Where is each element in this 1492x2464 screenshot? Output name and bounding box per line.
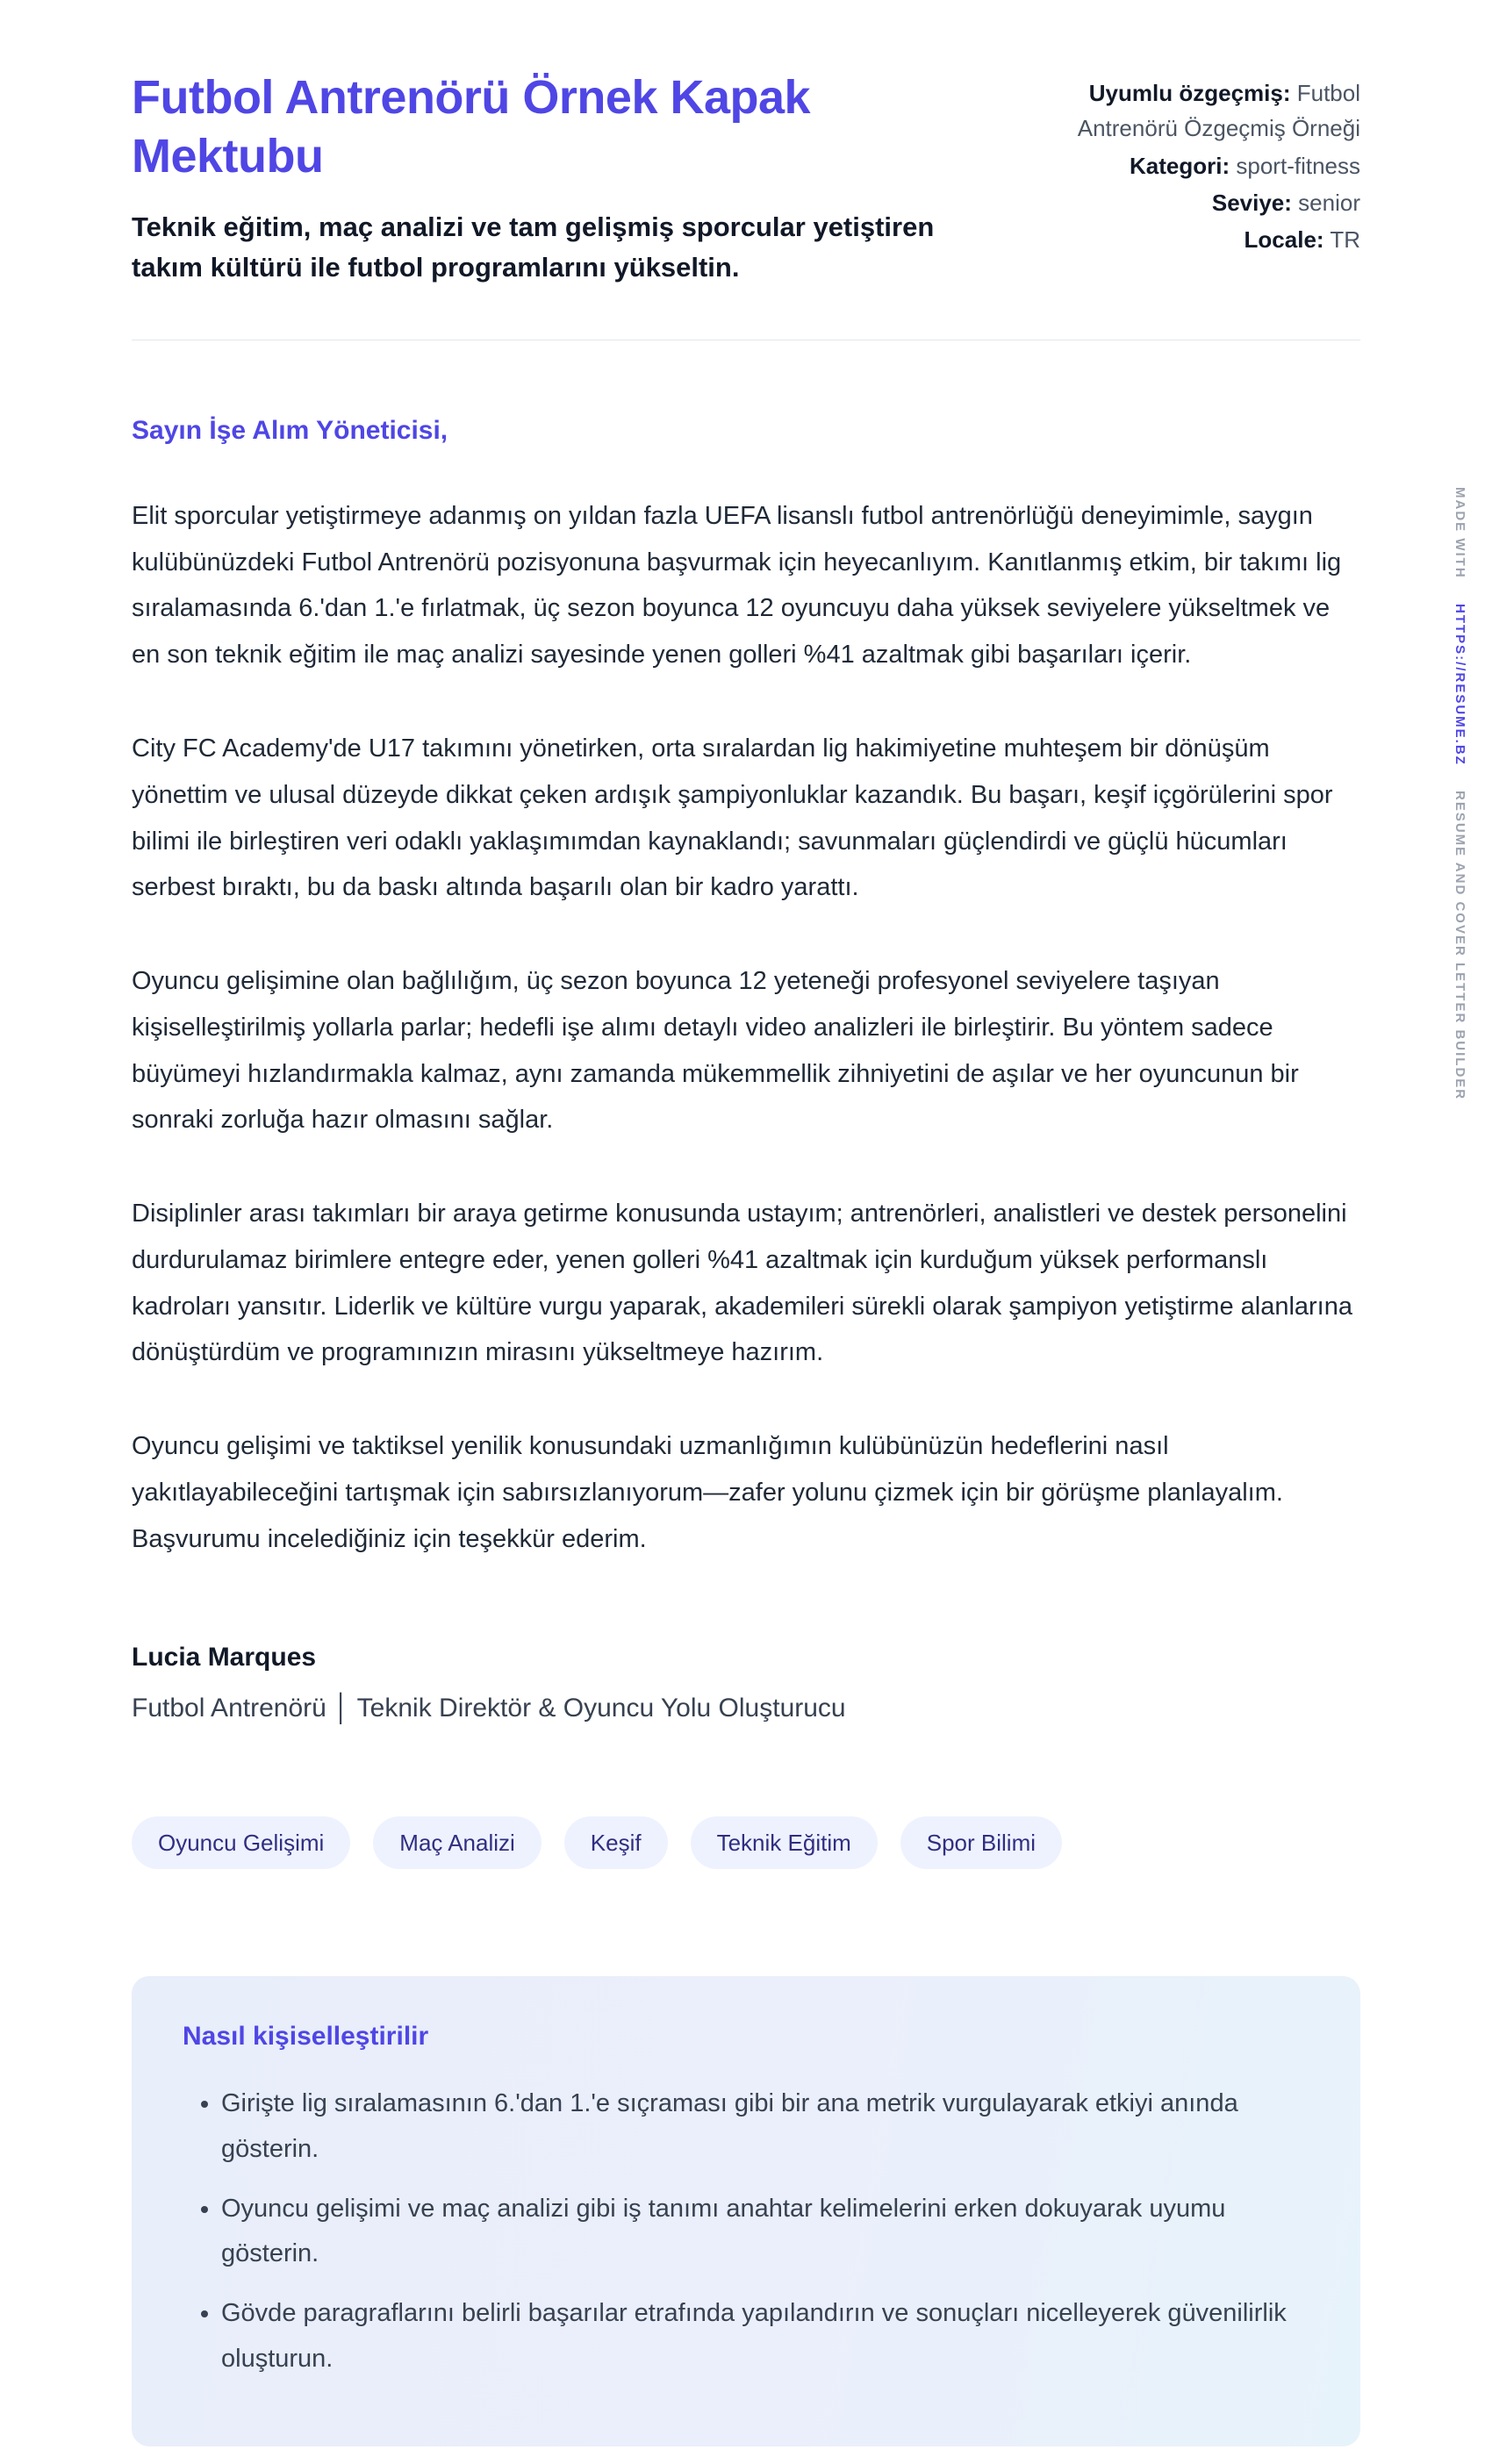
- meta-level: [1058, 185, 1360, 220]
- page-subtitle: Teknik eğitim, maç analizi ve tam gelişmiş sporcular yetiştiren takım kültürü ile futbol programlarını yükseltin.: [132, 211, 935, 283]
- meta-label: Seviye:: [1211, 189, 1292, 216]
- tag-player-development: Oyuncu Gelişimi: [132, 1816, 350, 1869]
- meta-label: Locale:: [1244, 226, 1324, 254]
- meta-value: Futbol Antrenörü Özgeçmiş Örneği: [1077, 80, 1360, 142]
- watermark-prefix: MADE WITH: [1453, 487, 1467, 579]
- cover-letter-body: [132, 416, 1360, 1724]
- tag-technical-training: Teknik Eğitim: [691, 1816, 878, 1869]
- meta-value: senior: [1298, 189, 1360, 216]
- signature-role: Futbol Antrenörü │ Teknik Direktör & Oyuncu Yolu Oluşturucu: [132, 1694, 846, 1723]
- letter-paragraph: Oyuncu gelişimi ve taktiksel yenilik konusundaki uzmanlığımın kulübünüzün hedeflerini nasıl yakıtlayabileceğini tartışmak için sabırsızlanıyorum—zafer yolunu çizmek için bir görüşme planlayalım. Başvurumu incelediğiniz için teşekkür ederim.: [132, 1432, 1283, 1553]
- page-container: [132, 0, 1360, 2446]
- tip-item: • Girişte lig sıralamasının 6.'dan 1.'e sıçraması gibi bir ana metrik vurgulayarak etkiyi anında gösterin.: [221, 2081, 1309, 2172]
- meta-locale: [1058, 222, 1360, 257]
- letter-paragraph: Disiplinler arası takımları bir araya getirme konusunda ustayım; antrenörleri, analistleri ve destek personelini durdurulamaz birimlere entegre eder, yenen golleri %41 azaltmak için kurduğum yüksek performanslı kadroları yansıtır. Liderlik ve kültüre vurgu yaparak, akademileri sürekli olarak şampiyon yetiştirme alanlarına dönüştürdüm ve programınızın mirasını yükseltmeye hazırım.: [132, 1200, 1352, 1367]
- meta-value: sport-fitness: [1236, 152, 1360, 179]
- letter-paragraph: City FC Academy'de U17 takımını yönetirken, orta sıralardan lig hakimiyetine muhteşem bir dönüşüm yönettim ve ulusal düzeyde dikkat çeken ardışık şampiyonluklar kazandık. Bu başarı, keşif içgörülerini spor bilimi ile birleştiren veri odaklı yaklaşımımdan kaynaklandı; savunmaları güçlendirdi ve güçlü hücumları serbest bıraktı, bu da baskı altında başarılı olan bir kadro yarattı.: [132, 734, 1333, 902]
- letter-paragraph: Elit sporcular yetiştirmeye adanmış on yıldan fazla UEFA lisanslı futbol antrenörlüğü deneyimimle, saygın kulübünüzdeki Futbol Antrenörü pozisyonuna başvurmak için heyecanlıyım. Kanıtlanmış etkim, bir takımı lig sıralamasında 6.'dan 1.'e fırlatmak, üç sezon boyunca 12 oyuncuyu daha yüksek seviyelere yükseltmek ve en son teknik eğitim ile maç analizi sayesinde yenen golleri %41 azaltmak gibi başarıları içerir.: [132, 501, 1342, 670]
- meta-value: TR: [1330, 226, 1360, 254]
- tip-item: • Gövde paragraflarını belirli başarılar etrafında yapılandırın ve sonuçları nicelleyerek güvenilirlik oluşturun.: [221, 2291, 1309, 2382]
- watermark-suffix: RESUME AND COVER LETTER BUILDER: [1453, 790, 1467, 1100]
- meta-label: Uyumlu özgeçmiş:: [1088, 80, 1291, 106]
- page-header: [132, 68, 1360, 289]
- meta-category: [1058, 148, 1360, 183]
- signature-name: Lucia Marques: [132, 1643, 317, 1673]
- resume-bz-link[interactable]: HTTPS://RESUME.BZ: [1453, 603, 1467, 766]
- personalization-tips-box: [132, 1976, 1360, 2446]
- resume-meta: [1058, 68, 1360, 259]
- header-left: [132, 68, 948, 289]
- tips-list: [183, 2081, 1309, 2382]
- made-with-watermark: [1453, 487, 1467, 1100]
- tip-item: • Oyuncu gelişimi ve maç analizi gibi iş tanımı anahtar kelimelerini erken dokuyarak uyumu gösterin.: [221, 2187, 1309, 2277]
- meta-label: Kategori:: [1130, 152, 1230, 179]
- tag-match-analysis: Maç Analizi: [373, 1816, 542, 1869]
- page-title: Futbol Antrenörü Örnek Kapak Mektubu: [132, 71, 811, 183]
- meta-matching-resume: [1058, 75, 1360, 147]
- tips-title: Nasıl kişiselleştirilir: [183, 2022, 429, 2052]
- tag-sport-science: Spor Bilimi: [900, 1816, 1062, 1869]
- tag-list: [132, 1816, 1360, 1869]
- tag-scouting: Keşif: [564, 1816, 668, 1869]
- letter-paragraph: Oyuncu gelişimine olan bağlılığım, üç sezon boyunca 12 yeteneği profesyonel seviyelere taşıyan kişiselleştirilmiş yollarla parlar; hedefli işe alımı detaylı video analizleri ile birleştirir. Bu yöntem sadece büyümeyi hızlandırmakla kalmaz, aynı zamanda mükemmellik zihniyetini de aşılar ve her oyuncunun bir sonraki zorluğa hazır olmasını sağlar.: [132, 967, 1299, 1135]
- letter-greeting: Sayın İşe Alım Yöneticisi,: [132, 415, 448, 445]
